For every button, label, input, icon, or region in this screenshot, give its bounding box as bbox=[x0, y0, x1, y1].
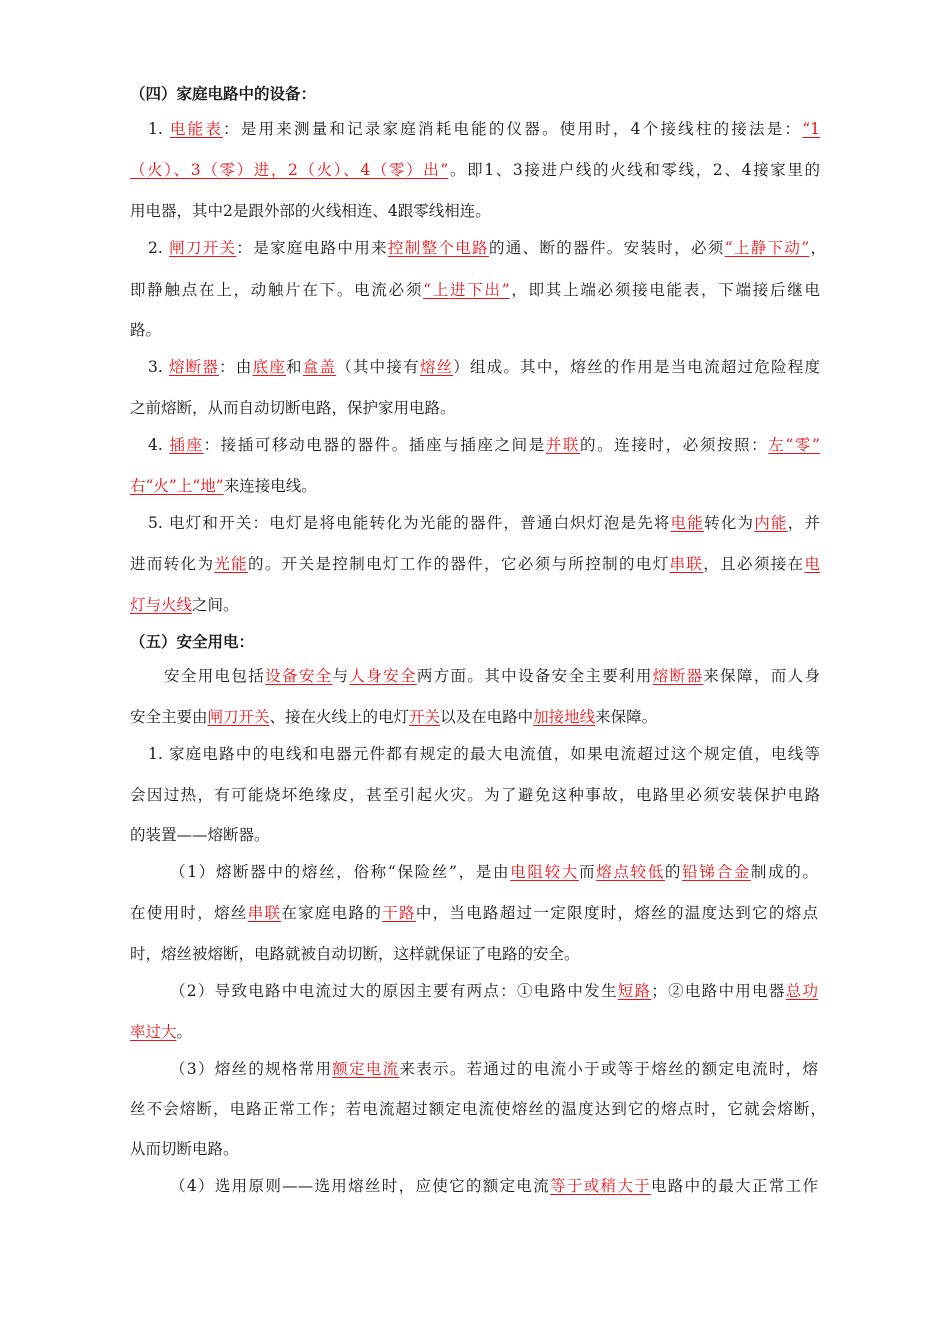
answer-text: 等于或稍大于 bbox=[550, 1177, 652, 1195]
text: 的 bbox=[664, 863, 683, 881]
para-4-3-line-1 bbox=[148, 357, 820, 377]
answer-text: 设备安全 bbox=[265, 667, 333, 685]
para-4-2-line-3 bbox=[130, 320, 830, 340]
answer-text: “上进下出” bbox=[423, 281, 510, 299]
text: 5. 电灯和开关：电灯是将电能转化为光能的器件，普通白炽灯泡是先将 bbox=[148, 514, 671, 532]
para-4-1-line-1 bbox=[148, 119, 820, 139]
text: （2）导致电路中电流过大的原因主要有两点：①电路中发生 bbox=[170, 982, 618, 1000]
text: 之间。 bbox=[192, 596, 239, 614]
text: 即静触点在上，动触片在下。电流必须 bbox=[130, 281, 424, 299]
para-5-1-line-1 bbox=[148, 744, 820, 764]
text: （3）熔丝的规格常用 bbox=[170, 1060, 333, 1078]
text: 安全用电包括 bbox=[164, 667, 266, 685]
answer-text: 总功 bbox=[785, 982, 818, 1000]
text: 两方面。其中设备安全主要利用 bbox=[416, 667, 653, 685]
para-4-5-line-1 bbox=[148, 513, 820, 533]
text: 1. bbox=[148, 120, 170, 138]
text: ，并 bbox=[787, 514, 820, 532]
text: （4）选用原则——选用熔丝时，应使它的额定电流 bbox=[170, 1177, 551, 1195]
answer-text: 底座 bbox=[252, 358, 287, 376]
para-4-4-line-2 bbox=[130, 476, 830, 496]
text: 3. bbox=[148, 358, 169, 376]
answer-text: 额定电流 bbox=[332, 1060, 400, 1078]
para-4-1-line-3 bbox=[130, 201, 830, 221]
answer-text: “上静下动” bbox=[724, 239, 810, 257]
para-5-s4-line-1 bbox=[170, 1176, 818, 1196]
text: 而 bbox=[578, 863, 597, 881]
answer-text: 电 bbox=[804, 555, 820, 573]
answer-text: 铅锑合金 bbox=[682, 863, 751, 881]
answer-text: 灯与火线 bbox=[130, 596, 193, 614]
text: ：接插可移动电器的器件。插座与插座之间是 bbox=[203, 436, 546, 454]
para-4-2-line-1 bbox=[148, 238, 826, 258]
para-5-s2-line-2 bbox=[130, 1022, 830, 1042]
text: ：是用来测量和记录家庭消耗电能的仪器。使用时，4个接线柱的接法是： bbox=[223, 120, 803, 138]
text: ：由 bbox=[219, 358, 253, 376]
text: 之前熔断，从而自动切断电路，保护家用电路。 bbox=[130, 399, 456, 417]
text: 。即1、3接进户线的火线和零线，2、4接家里的 bbox=[448, 161, 821, 179]
text: 。 bbox=[176, 1023, 193, 1041]
text: 的装置——熔断器。 bbox=[130, 826, 270, 844]
answer-text: 干路 bbox=[382, 904, 416, 922]
text: （其中接有 bbox=[336, 358, 420, 376]
para-4-5-line-3 bbox=[130, 595, 830, 615]
text: 用电器，其中2是跟外部的火线相连、4跟零线相连。 bbox=[130, 202, 491, 220]
text: 来连接电线。 bbox=[223, 477, 317, 495]
text: ，且必须接在 bbox=[703, 555, 805, 573]
para-5-s1-line-1 bbox=[170, 862, 818, 882]
answer-text: 光能 bbox=[214, 555, 249, 573]
text: 会因过热，有可能烧坏绝缘皮，甚至引起火灾。为了避免这种事故，电路里必须安装保护电路 bbox=[130, 786, 820, 804]
text: （1）熔断器中的熔丝，俗称“保险丝”，是由 bbox=[170, 863, 511, 881]
para-5-intro-line-2 bbox=[130, 707, 830, 727]
para-4-4-line-1 bbox=[148, 435, 820, 455]
text: ， bbox=[809, 239, 826, 257]
answer-text: （火）、3（零）进，2（火）、4（零）出” bbox=[130, 161, 449, 179]
answer-text: “1 bbox=[802, 120, 820, 138]
text: 和 bbox=[286, 358, 303, 376]
text: 制成的。 bbox=[750, 863, 818, 881]
text: 、接在火线上的电灯 bbox=[269, 708, 410, 726]
answer-text: 串联 bbox=[669, 555, 704, 573]
text: 1. 家庭电路中的电线和电器元件都有规定的最大电流值，如果电流超过这个规定值，电线等 bbox=[148, 745, 820, 763]
term-knife-switch: 闸刀开关 bbox=[169, 239, 237, 257]
answer-text: 串联 bbox=[247, 904, 282, 922]
text: 路。 bbox=[130, 321, 162, 339]
para-4-3-line-2 bbox=[130, 398, 830, 418]
text: 2. bbox=[148, 239, 170, 257]
para-4-1-line-2 bbox=[130, 160, 820, 180]
term-socket: 插座 bbox=[169, 436, 204, 454]
answer-text: 熔点较低 bbox=[596, 863, 665, 881]
text: 来表示。若通过的电流小于或等于熔丝的额定电流时，熔 bbox=[399, 1060, 818, 1078]
para-5-s3-line-1 bbox=[170, 1059, 818, 1079]
answer-text: 左“零” bbox=[768, 436, 820, 454]
text: 转化为 bbox=[704, 514, 755, 532]
answer-text: 短路 bbox=[617, 982, 652, 1000]
para-5-s3-line-3 bbox=[130, 1139, 830, 1159]
text: ，即其上端必须接电能表，下端接后继电 bbox=[509, 281, 820, 299]
answer-text: 加接地线 bbox=[533, 708, 596, 726]
para-5-s1-line-2 bbox=[130, 903, 818, 923]
para-5-s3-line-2 bbox=[130, 1099, 826, 1119]
para-5-1-line-2 bbox=[130, 785, 820, 805]
answer-text: 人身安全 bbox=[349, 667, 417, 685]
text: 中，当电路超过一定限度时，熔丝的温度达到它的熔点 bbox=[415, 904, 818, 922]
answer-text: 闸刀开关 bbox=[207, 708, 270, 726]
text: 4. bbox=[148, 436, 170, 454]
answer-text: 控制整个电路 bbox=[387, 239, 489, 257]
text: 的。连接时，必须按照： bbox=[580, 436, 769, 454]
answer-text: 电能 bbox=[670, 514, 705, 532]
answer-text: 内能 bbox=[754, 514, 788, 532]
text: ；②电路中用电器 bbox=[651, 982, 786, 1000]
text: 来保障，而人身 bbox=[703, 667, 820, 685]
para-5-s1-line-3 bbox=[130, 944, 830, 964]
section-5-title: （五）安全用电： bbox=[130, 632, 255, 651]
answer-text: 电阻较大 bbox=[510, 863, 579, 881]
text: 安全主要由 bbox=[130, 708, 208, 726]
para-5-intro-line-1 bbox=[164, 666, 820, 686]
text: 以及在电路中 bbox=[440, 708, 534, 726]
text: 在使用时，熔丝 bbox=[130, 904, 248, 922]
answer-text: 盒盖 bbox=[302, 358, 337, 376]
text: 的。开关是控制电灯工作的器件，它必须与所控制的电灯 bbox=[248, 555, 670, 573]
section-4-title: （四）家庭电路中的设备： bbox=[130, 84, 317, 103]
text: 来保障。 bbox=[595, 708, 658, 726]
para-4-2-line-2 bbox=[130, 280, 820, 300]
answer-text: 率过大 bbox=[130, 1023, 177, 1041]
answer-text: 开关 bbox=[409, 708, 441, 726]
answer-text: 熔丝 bbox=[419, 358, 454, 376]
answer-text: 并联 bbox=[545, 436, 581, 454]
text: 丝不会熔断，电路正常工作；若电流超过额定电流使熔丝的温度达到它的熔点时，它就会熔断， bbox=[130, 1100, 826, 1118]
term-fuse: 熔断器 bbox=[168, 358, 220, 376]
text: 在家庭电路的 bbox=[281, 904, 383, 922]
text: 时，熔丝被熔断，电路就被自动切断，这样就保证了电路的安全。 bbox=[130, 945, 580, 963]
para-4-5-line-2 bbox=[130, 554, 820, 574]
text: ：是家庭电路中用来 bbox=[236, 239, 388, 257]
text: 与 bbox=[332, 667, 350, 685]
text: 的通、断的器件。安装时，必须 bbox=[488, 239, 725, 257]
term-energy-meter: 电能表 bbox=[169, 120, 224, 138]
text: 从而切断电路。 bbox=[130, 1140, 239, 1158]
para-5-s2-line-1 bbox=[170, 981, 818, 1001]
text: 进而转化为 bbox=[130, 555, 215, 573]
text: ）组成。其中，熔丝的作用是当电流超过危险程度 bbox=[453, 358, 820, 376]
answer-text: 熔断器 bbox=[652, 667, 704, 685]
answer-text: 右“火”上“地” bbox=[130, 477, 224, 495]
para-5-1-line-3 bbox=[130, 825, 830, 845]
text: 电路中的最大正常工作 bbox=[651, 1177, 818, 1195]
